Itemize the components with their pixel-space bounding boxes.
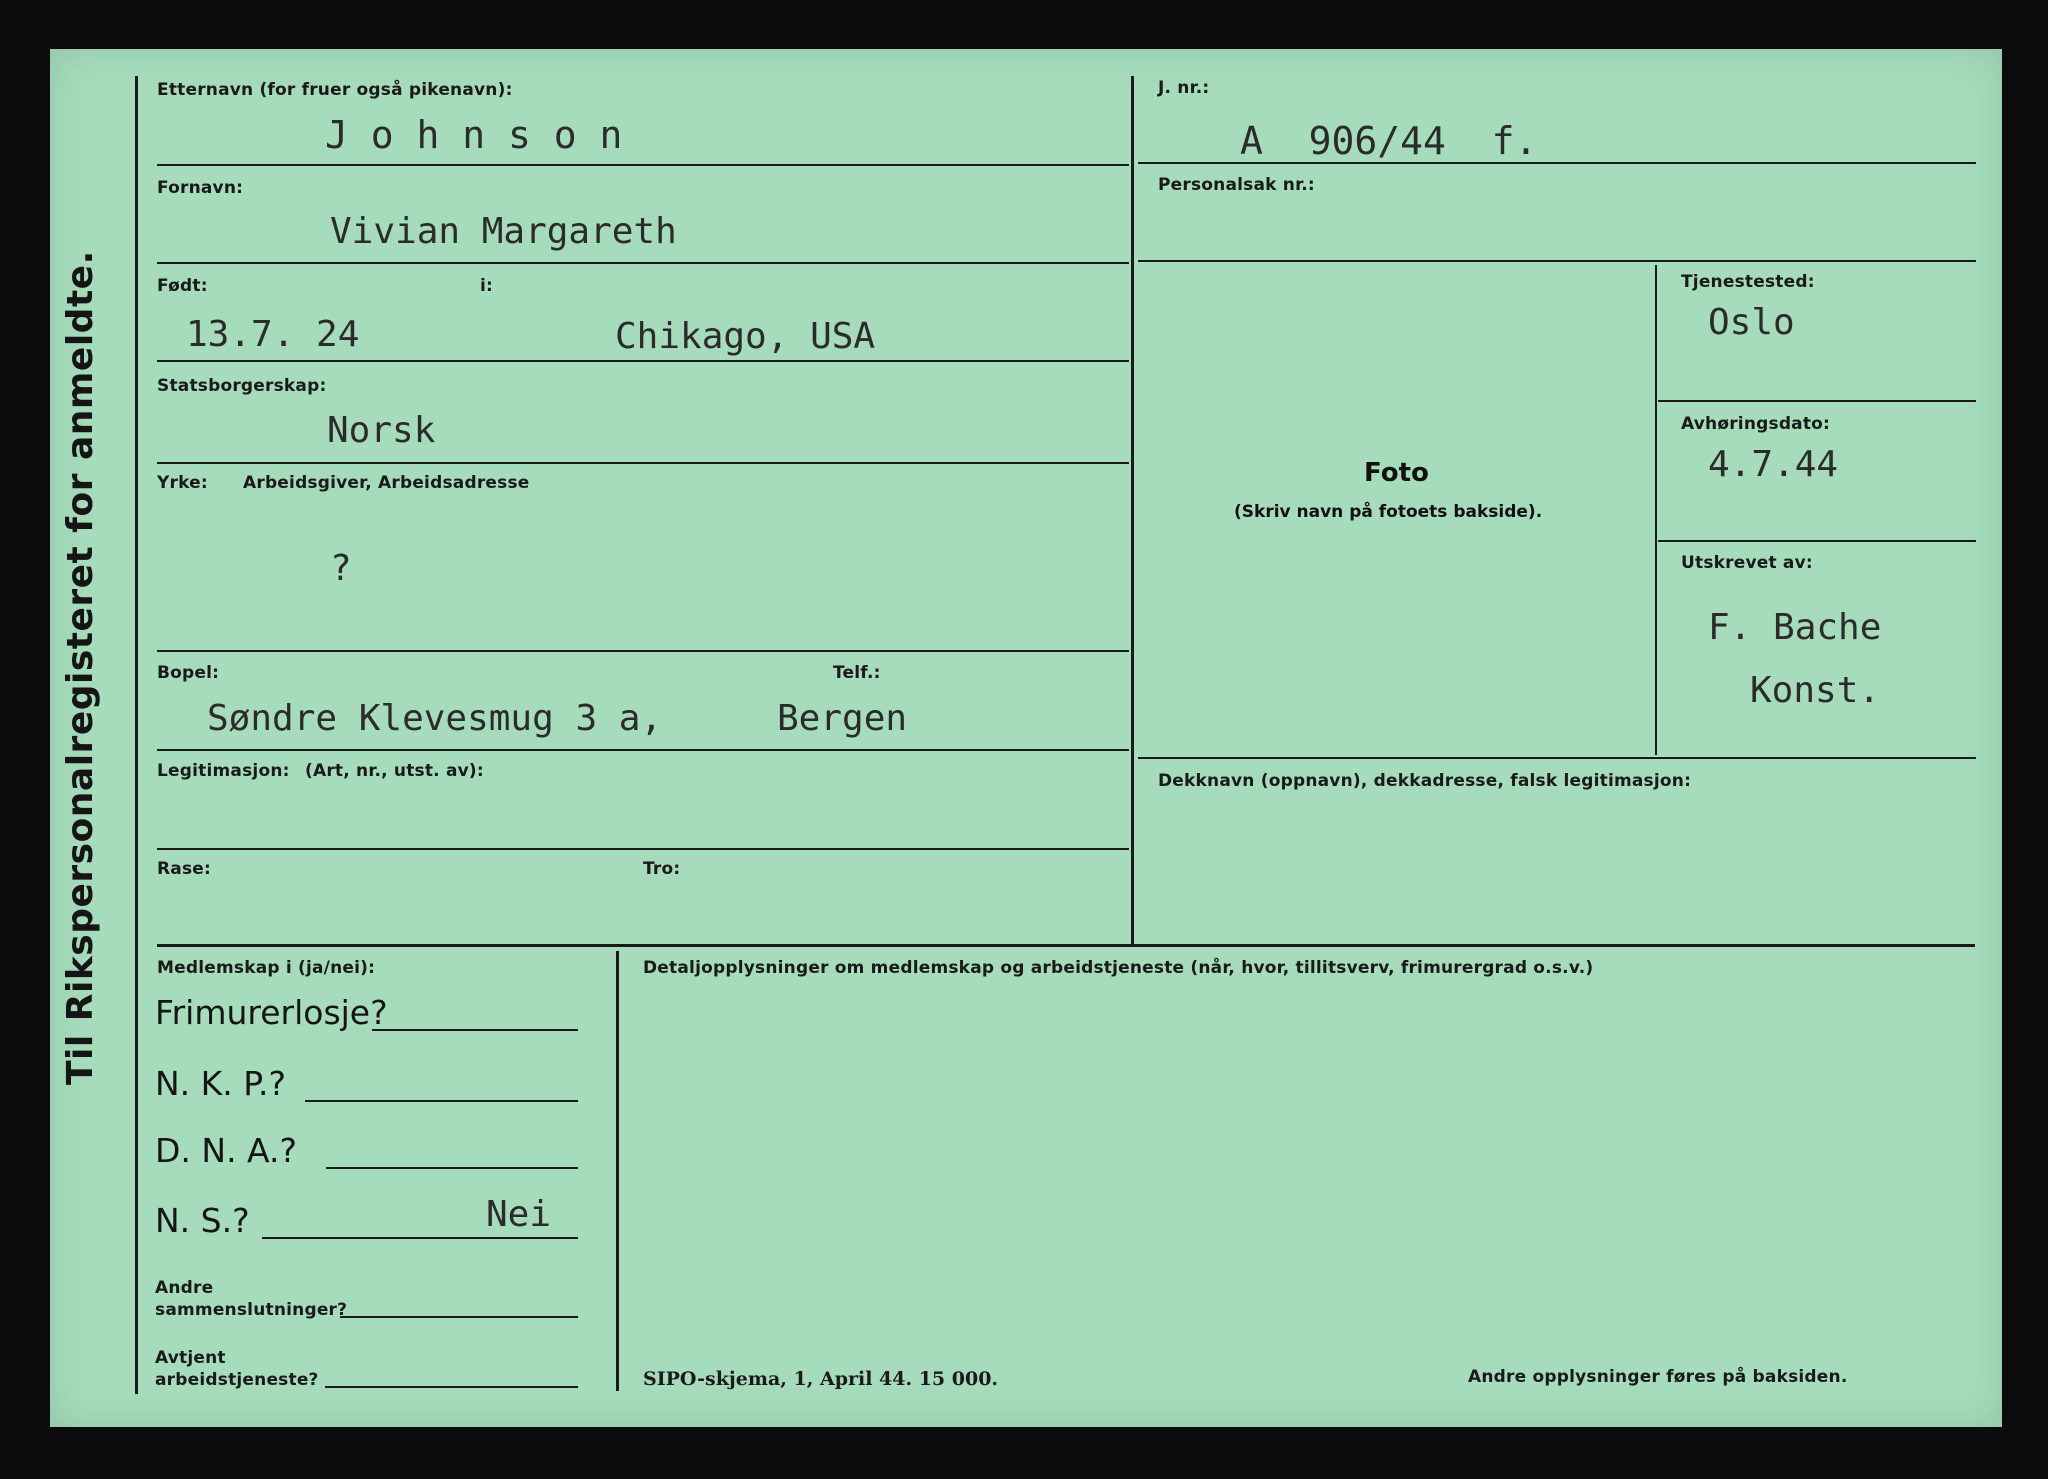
tjenestested-label: Tjenestested:	[1681, 272, 1815, 292]
rule-bopel	[157, 749, 1129, 751]
left-margin-rule	[135, 76, 138, 1394]
foto-hint: (Skriv navn på fotoets bakside).	[1234, 502, 1543, 522]
tro-label: Tro:	[643, 859, 681, 879]
avtjent-label-1: Avtjent	[155, 1348, 226, 1368]
dna-label: D. N. A.?	[155, 1131, 298, 1170]
rule-etternavn	[157, 164, 1129, 166]
rule-statsborgerskap	[157, 462, 1129, 464]
dekknavn-label: Dekknavn (oppnavn), dekkadresse, falsk legitimasjon:	[1158, 771, 1692, 791]
rule-frimurer	[372, 1029, 578, 1031]
fodt-sted-value: Chikago, USA	[615, 316, 876, 357]
rule-personalsak	[1138, 260, 1976, 262]
nkp-label: N. K. P.?	[155, 1064, 287, 1103]
ns-label: N. S.?	[155, 1201, 250, 1240]
etternavn-label: Etternavn (for fruer også pikenavn):	[157, 80, 513, 100]
andre-opplysninger-footer: Andre opplysninger føres på baksiden.	[1468, 1367, 1848, 1387]
utskrevet-value-1: F. Bache	[1708, 607, 1882, 648]
sipo-footer: SIPO-skjema, 1, April 44. 15 000.	[643, 1368, 999, 1390]
photo-right-rule	[1655, 265, 1657, 755]
rule-legitimasjon	[157, 848, 1129, 850]
utskrevet-label: Utskrevet av:	[1681, 553, 1813, 573]
frimurer-label: Frimurerlosje?	[155, 993, 388, 1032]
medlemskap-rule	[616, 951, 619, 1391]
rule-section-divider	[157, 944, 1975, 947]
rule-tjenestested	[1658, 400, 1976, 402]
andre-label-1: Andre	[155, 1278, 214, 1298]
arbeidsgiver-label: Arbeidsgiver, Arbeidsadresse	[243, 473, 530, 493]
rule-avtjent	[325, 1386, 578, 1388]
legitimasjon-label: Legitimasjon:	[157, 761, 290, 781]
rule-andre	[340, 1316, 578, 1318]
rase-label: Rase:	[157, 859, 212, 879]
yrke-value: ?	[330, 548, 352, 589]
rule-photo-bottom	[1138, 757, 1976, 759]
personalsak-label: Personalsak nr.:	[1158, 175, 1315, 195]
fodt-label: Født:	[157, 276, 208, 296]
side-title: Til Rikspersonalregisteret for anmeldte.	[60, 250, 101, 1085]
andre-label-2: sammenslutninger?	[155, 1300, 348, 1320]
statsborgerskap-label: Statsborgerskap:	[157, 376, 327, 396]
jnr-label: J. nr.:	[1158, 78, 1210, 98]
medlemskap-label: Medlemskap i (ja/nei):	[157, 958, 376, 978]
statsborgerskap-value: Norsk	[327, 410, 436, 451]
avtjent-label-2: arbeidstjeneste?	[155, 1370, 319, 1390]
tjenestested-value: Oslo	[1708, 302, 1795, 343]
center-rule	[1131, 76, 1134, 944]
avhoringsdato-label: Avhøringsdato:	[1681, 414, 1831, 434]
fornavn-value: Vivian Margareth	[330, 211, 677, 252]
ns-value: Nei	[486, 1194, 552, 1235]
yrke-label: Yrke:	[157, 473, 208, 493]
fodt-dato-value: 13.7. 24	[186, 314, 360, 355]
etternavn-value: J o h n s o n	[325, 113, 623, 157]
foto-label: Foto	[1364, 458, 1429, 488]
rule-fornavn	[157, 262, 1129, 264]
rule-yrke	[157, 650, 1129, 652]
rule-dna	[326, 1167, 578, 1169]
bopel-value: Søndre Klevesmug 3 a,	[207, 698, 663, 739]
utskrevet-value-2: Konst.	[1750, 670, 1881, 711]
rule-ns	[262, 1237, 578, 1239]
bopel-label: Bopel:	[157, 663, 220, 683]
jnr-value: A 906/44 f.	[1240, 119, 1538, 163]
rule-avhoringsdato	[1658, 540, 1976, 542]
rule-nkp	[305, 1100, 578, 1102]
fornavn-label: Fornavn:	[157, 178, 244, 198]
avhoringsdato-value: 4.7.44	[1708, 444, 1839, 485]
detaljer-label: Detaljopplysninger om medlemskap og arbeidstjeneste (når, hvor, tillitsverv, frimurergrad o.s.v.)	[643, 958, 1594, 978]
fodested-label: i:	[480, 276, 494, 296]
telf-label: Telf.:	[833, 663, 881, 683]
rule-fodt	[157, 360, 1129, 362]
legitimasjon-hint: (Art, nr., utst. av):	[305, 761, 484, 781]
bopel-by-value: Bergen	[777, 698, 908, 739]
